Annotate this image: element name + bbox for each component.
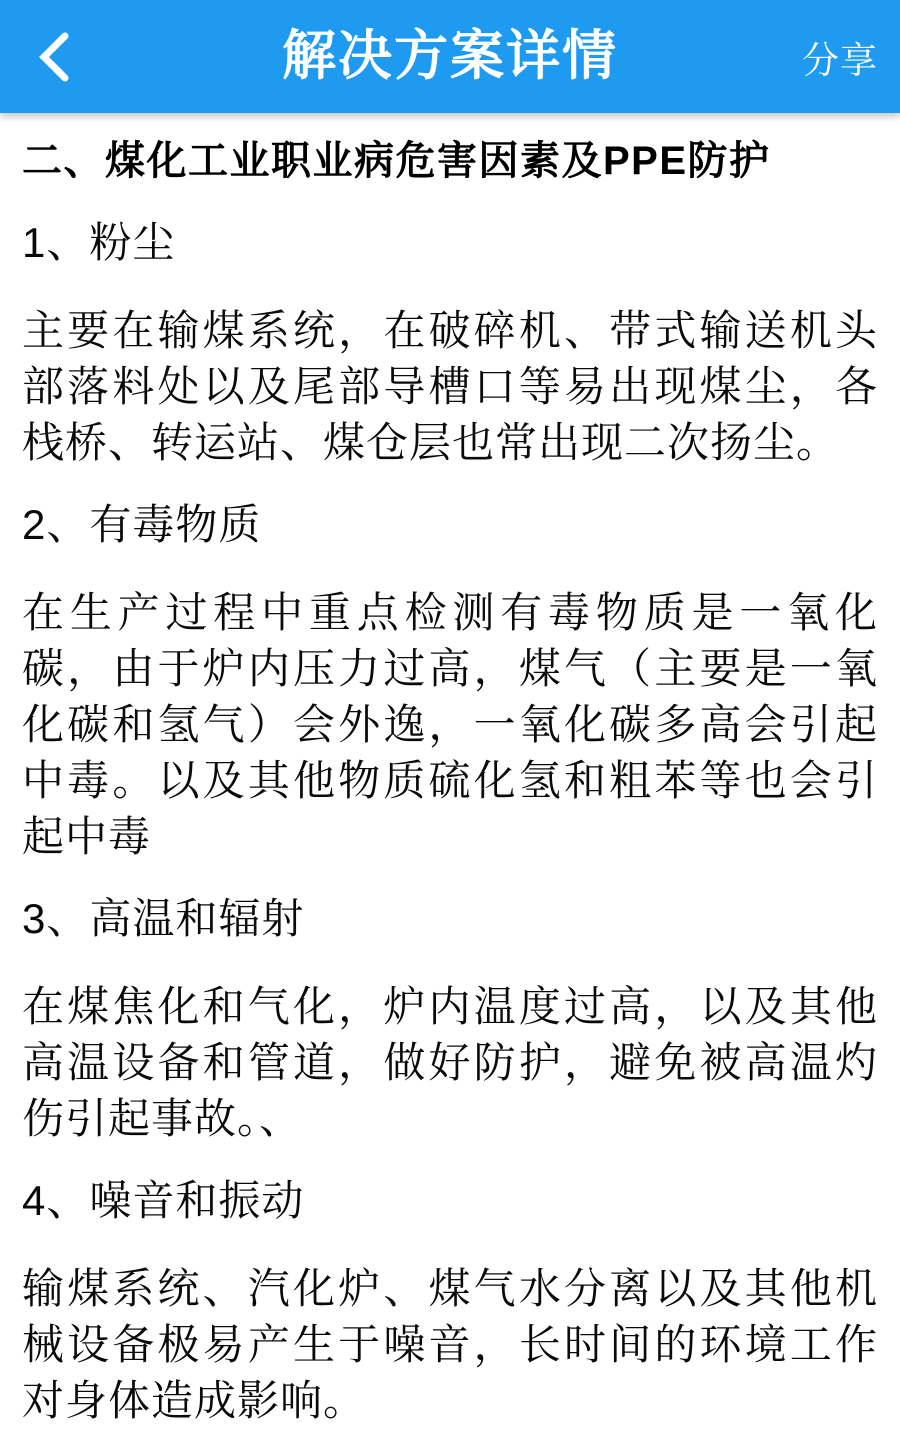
back-button[interactable] — [14, 0, 94, 113]
section-body: 在生产过程中重点检测有毒物质是一氧化碳，由于炉内压力过高，煤气（主要是一氧化碳和氢气）会外逸，一氧化碳多高会引起中毒。以及其他物质硫化氢和粗苯等也会引起中毒 — [22, 589, 878, 860]
header-bar — [0, 0, 900, 113]
section-title: 2、有毒物质 — [22, 501, 262, 548]
section-toxic-substances — [22, 497, 878, 865]
main-heading: 二、煤化工业职业病危害因素及PPE防护 — [22, 139, 771, 183]
section-high-temperature-radiation — [22, 891, 878, 1147]
section-body: 在煤焦化和气化，炉内温度过高，以及其他高温设备和管道，做好防护，避免被高温灼伤引起事故。、 — [22, 983, 878, 1142]
section-dust — [22, 215, 878, 471]
section-body: 主要在输煤系统，在破碎机、带式输送机头部落料处以及尾部导槽口等易出现煤尘，各栈桥、转运站、煤仓层也常出现二次扬尘。 — [22, 307, 878, 466]
content-area — [0, 113, 900, 1429]
share-button[interactable]: 分享 — [802, 0, 878, 113]
section-title: 3、高温和辐射 — [22, 895, 305, 942]
page-title: 解决方案详情 — [282, 26, 618, 86]
section-title: 1、粉尘 — [22, 219, 176, 266]
section-noise-vibration — [22, 1173, 878, 1429]
chevron-left-icon — [37, 31, 71, 83]
section-title: 4、噪音和振动 — [22, 1177, 305, 1224]
section-body: 输煤系统、汽化炉、煤气水分离以及其他机械设备极易产生于噪音，长时间的环境工作对身体造成影响。 — [22, 1265, 878, 1424]
